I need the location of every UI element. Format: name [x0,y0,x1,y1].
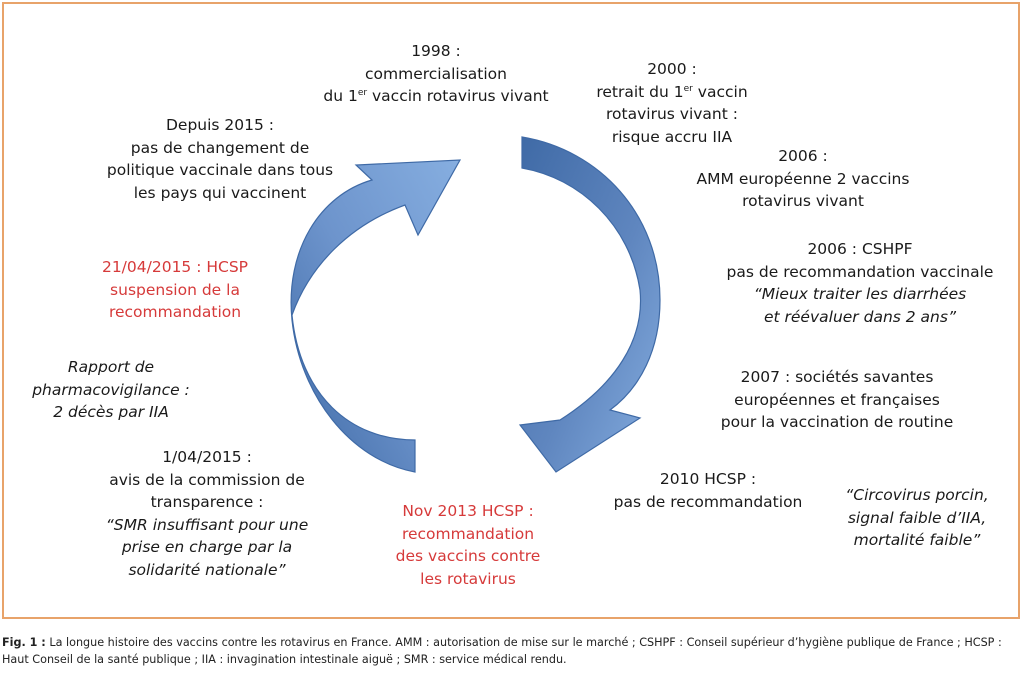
text-line: solidarité nationale” [128,560,286,579]
text-line: avis de la commission de [109,470,305,489]
text-line: rotavirus vivant : [606,105,738,123]
text-line: transparence : [150,493,264,511]
text-line: AMM européenne 2 vaccins [696,169,910,188]
event-2010 [605,468,811,513]
event-1998 [318,40,554,108]
event-2000 [588,58,756,148]
left-arc-arrow [291,160,460,472]
event-2015-suspension [86,256,264,324]
event-2006-amm [690,145,916,213]
superscript: er [357,88,368,98]
text-line: pour la vaccination de routine [720,413,954,431]
text-line: 2007 : sociétés savantes [740,368,934,386]
text-line: des vaccins contre [395,547,541,565]
text-line: “Mieux traiter les diarrhées [753,285,967,303]
text-line: 2000 : [647,60,697,78]
right-arc-arrow [520,137,660,472]
text-line: pas de recommandation [613,492,803,511]
text-line: les rotavirus [420,569,516,588]
event-2007 [712,366,962,434]
text-line: signal faible d’IIA, [847,508,987,527]
text-line: recommandation [401,524,535,543]
text-line: rotavirus vivant [742,192,864,210]
caption-text: La longue histoire des vaccins contre les rotavirus en France. AMM : autorisation de mise sur le marché ; CSHPF : Conseil supérieur d’hygiène publique de France ; HCSP : Haut Conseil de la santé publique ; IIA : invagination intestinale aiguë ; SMR : service médical rendu. [2,636,1002,666]
text-line: “SMR insuffisant pour une [105,515,309,534]
text-line: Rapport de [67,358,155,376]
text-line: 2006 : CSHPF [807,240,913,258]
text-line: suspension de la [110,280,240,299]
text-part: vaccin rotavirus vivant [367,87,549,105]
text-line: pharmacovigilance : [32,380,190,399]
caption-label: Fig. 1 : [2,636,46,649]
superscript: er [683,83,693,94]
text-line: pas de changement de [130,138,310,157]
event-2013 [383,500,553,590]
text-line: les pays qui vaccinent [133,183,307,202]
text-line: européennes et françaises [734,390,940,409]
text-line: 1998 : [411,42,461,60]
text-part: retrait du 1 [596,82,684,101]
text-line: pas de recommandation vaccinale [726,262,994,281]
figure-caption [2,634,1022,668]
text-line: 2006 : [778,147,828,165]
text-line [318,85,554,108]
text-line: commercialisation [365,64,507,83]
text-line: 1/04/2015 : [162,448,252,466]
text-line: recommandation [108,303,242,321]
text-line: et réévaluer dans 2 ans” [763,307,956,326]
text-line: 21/04/2015 : HCSP [101,258,249,276]
text-line: prise en charge par la [121,538,293,556]
text-line: politique vaccinale dans tous [106,161,334,179]
text-line: risque accru IIA [611,127,733,146]
event-2006-cshpf [715,238,1005,328]
text-line: 2 décès par IIA [53,403,169,421]
text-line: Nov 2013 HCSP : [402,502,534,520]
text-line: 2010 HCSP : [659,470,757,488]
circovirus-note [832,484,1002,552]
text-line [588,81,756,104]
text-line: “Circovirus porcin, [845,486,989,504]
text-part: vaccin [692,82,748,101]
since-2015 [95,114,345,204]
text-part: du 1 [323,87,358,105]
event-2015-ct [96,446,318,581]
text-line: Depuis 2015 : [165,116,275,134]
text-line: mortalité faible” [853,531,981,549]
pharmacovigilance-report [20,356,202,424]
